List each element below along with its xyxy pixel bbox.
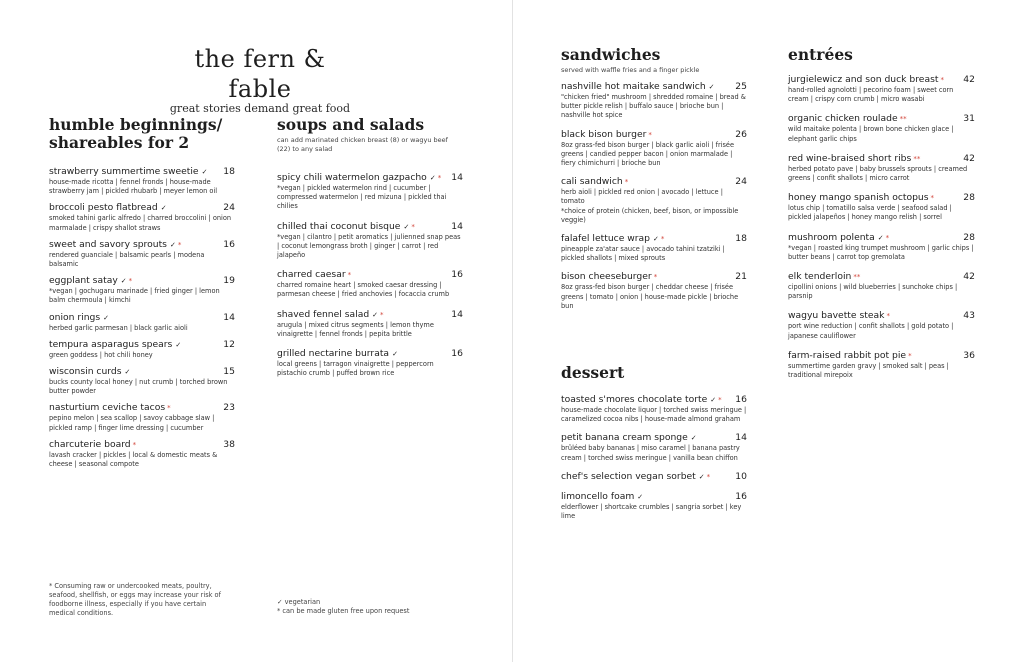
item-description: pineapple za'atar sauce | avocado tahini tzatziki | pickled shallots | mixed sprouts: [561, 245, 725, 263]
item-price: 16: [735, 490, 747, 502]
menu-item: [49, 166, 235, 196]
item-name: [277, 309, 384, 321]
menu-item: [561, 271, 747, 311]
item-price: 14: [451, 220, 463, 232]
vegetarian-icon: ✓: [169, 240, 176, 249]
item-head: [49, 339, 235, 351]
item-name-text: charcuterie board: [49, 438, 131, 450]
item-list: [788, 74, 975, 380]
vegetarian-icon: ✓: [429, 174, 436, 182]
menu-item: [788, 350, 975, 380]
gluten-free-icon: **: [853, 273, 861, 282]
item-name-text: shaved fennel salad: [277, 308, 370, 320]
item-head: [49, 166, 235, 178]
menu-item: [277, 269, 463, 299]
menu-item: [561, 491, 747, 521]
item-name: [561, 491, 643, 503]
gluten-free-icon: *: [380, 310, 384, 319]
item-head: [49, 312, 235, 324]
item-head: [788, 153, 975, 165]
item-name: [788, 113, 907, 125]
section-title: sandwiches: [561, 45, 661, 64]
menu-item: [49, 275, 235, 305]
menu-item: [277, 348, 463, 378]
item-price: 16: [451, 269, 463, 281]
gluten-free-icon: **: [899, 115, 907, 124]
item-head: [49, 439, 235, 451]
item-head: [788, 350, 975, 362]
item-name-text: elk tenderloin: [788, 271, 852, 283]
item-price: 36: [963, 349, 975, 361]
menu-item: [49, 312, 235, 333]
item-description: wild maitake polenta | brown bone chicken glace | elephant garlic chips: [788, 125, 954, 143]
vegetarian-icon: ✓: [877, 233, 884, 242]
item-description: *vegan | roasted king trumpet mushroom | garlic chips | butter beans | carrot top gremolata: [788, 243, 974, 261]
item-name-text: petit banana cream sponge: [561, 432, 688, 444]
item-head: [277, 348, 463, 360]
item-price: 24: [223, 202, 235, 214]
menu-item: [561, 129, 747, 169]
item-price: 38: [223, 438, 235, 450]
item-name: [49, 439, 136, 451]
item-name-text: eggplant satay: [49, 275, 118, 287]
menu-item: [788, 74, 975, 104]
item-price: 18: [223, 166, 235, 177]
item-list: [277, 172, 463, 378]
item-list: [561, 394, 747, 521]
item-description: 8oz grass-fed bison burger | cheddar cheese | frisée greens | tomato | onion | house-made pickle | brioche bun: [561, 283, 739, 310]
section-title: dessert: [561, 363, 625, 382]
item-name-text: wisconsin curds: [49, 366, 122, 378]
item-name-text: black bison burger: [561, 128, 647, 140]
restaurant-tagline: great stories demand great food: [169, 102, 351, 115]
raw-food-warning: * Consuming raw or undercooked meats, poultry, seafood, shellfish, or eggs may increase your risk of foodborne illness, especially if you have certain medical conditions.: [49, 582, 221, 617]
item-price: 42: [963, 152, 975, 164]
gluten-free-icon: *: [437, 174, 442, 182]
item-name: [277, 172, 441, 184]
gluten-free-icon: *: [177, 240, 182, 249]
item-price: 28: [963, 231, 975, 243]
item-head: [561, 176, 747, 188]
item-price: 19: [223, 275, 235, 287]
item-name-text: grilled nectarine burrata: [277, 348, 390, 360]
item-description: smoked tahini garlic alfredo | charred broccolini | onion marmalade | crispy shallot straws: [49, 214, 232, 232]
item-head: [49, 275, 235, 287]
item-description: charred romaine heart | smoked caesar dressing | parmesan cheese | fried anchovies | focaccia crumb: [277, 281, 450, 299]
menu-item: [788, 192, 975, 222]
item-name-text: nashville hot maitake sandwich: [561, 81, 706, 92]
item-price: 14: [223, 311, 235, 323]
item-name: [49, 275, 132, 287]
menu-item: [788, 113, 975, 143]
item-description: rendered guanciale | balsamic pearls | modena balsamic: [49, 250, 205, 269]
item-name-text: farm-raised rabbit pot pie: [788, 349, 907, 361]
item-name-text: spicy chili watermelon gazpacho: [277, 172, 427, 183]
item-price: 21: [735, 271, 747, 283]
section-title: humble beginnings/ shareables for 2: [49, 115, 223, 152]
item-description: "chicken fried" mushroom | shredded romaine | bread & butter pickle relish | buffalo sauce | brioche bun | nashville hot spice: [561, 93, 746, 120]
item-price: 25: [735, 81, 747, 92]
item-description: *vegan | pickled watermelon rind | cucumber | compressed watermelon | red mizuna | pickled thai chilies: [277, 184, 447, 211]
item-description: house-made ricotta | fennel fronds | house-made strawberry jam | pickled rhubarb | meyer lemon oil: [49, 178, 218, 196]
item-name: [561, 432, 697, 444]
page-divider: [512, 0, 513, 662]
item-description: port wine reduction | confit shallots | gold potato | japanese cauliflower: [788, 322, 954, 340]
item-head: [788, 192, 975, 204]
item-name: [561, 271, 657, 283]
gluten-free-icon: *: [706, 472, 711, 481]
item-name: [49, 366, 130, 378]
section-sandwiches: [561, 46, 747, 319]
item-name-text: falafel lettuce wrap: [561, 233, 651, 245]
item-head: [561, 394, 747, 406]
item-description: local greens | tarragon vinaigrette | peppercorn pistachio crumb | puffed brown rice: [277, 360, 434, 378]
legend-gluten-free: * can be made gluten free upon request: [277, 607, 410, 615]
item-description: herbed potato pave | baby brussels sprouts | creamed greens | confit shallots | micro carrot: [788, 164, 968, 183]
item-name: [788, 74, 944, 86]
vegetarian-icon: ✓: [120, 277, 127, 286]
item-name-text: nasturtium ceviche tacos: [49, 402, 166, 414]
vegetarian-icon: ✓: [392, 350, 398, 359]
item-name: [49, 339, 181, 351]
item-name-text: wagyu bavette steak: [788, 310, 885, 322]
restaurant-name: the fern & fable: [194, 45, 326, 103]
item-description: herb aioli | pickled red onion | avocado | lettuce | tomato: [561, 188, 723, 206]
item-description-extra: *choice of protein (chicken, beef, bison, or impossible veggie): [561, 206, 739, 224]
item-head: [561, 471, 747, 483]
menu-item: [561, 471, 747, 483]
item-name-text: honey mango spanish octopus: [788, 192, 929, 204]
item-head: [561, 233, 747, 245]
vegetarian-icon: ✓: [708, 83, 715, 91]
item-price: 42: [963, 74, 975, 85]
item-price: 15: [223, 366, 235, 378]
item-head: [49, 239, 235, 251]
item-description: herbed garlic parmesan | black garlic aioli: [49, 323, 188, 332]
item-head: [561, 81, 747, 93]
gluten-free-icon: *: [624, 178, 629, 187]
item-head: [49, 202, 235, 214]
item-head: [49, 402, 235, 414]
menu-item: [788, 232, 975, 262]
item-description: arugula | mixed citrus segments | lemon thyme vinaigrette | fennel fronds | pepita brittle: [277, 320, 434, 338]
item-head: [49, 366, 235, 378]
section-humble: [49, 116, 235, 475]
item-name: [788, 192, 934, 204]
item-name: [561, 176, 628, 188]
gluten-free-icon: *: [886, 312, 890, 321]
gluten-free-icon: *: [660, 235, 665, 244]
item-name: [788, 153, 920, 165]
item-name: [561, 394, 722, 406]
item-name-text: organic chicken roulade: [788, 113, 898, 125]
item-description: summertime garden gravy | smoked salt | peas | traditional mirepoix: [788, 361, 949, 380]
item-name-text: cali sandwich: [561, 176, 623, 188]
item-name-text: jurgielewicz and son duck breast: [788, 74, 939, 85]
item-name-text: bison cheeseburger: [561, 271, 652, 283]
legend: [277, 598, 467, 616]
section-title: soups and salads: [277, 115, 425, 134]
item-head: [277, 269, 463, 281]
vegetarian-icon: ✓: [160, 204, 167, 213]
item-price: 43: [963, 310, 975, 322]
gluten-free-icon: *: [128, 277, 133, 286]
item-price: 14: [451, 172, 463, 183]
vegetarian-icon: ✓: [201, 168, 208, 176]
item-head: [561, 432, 747, 444]
gluten-free-icon: *: [940, 76, 944, 84]
item-price: 26: [735, 128, 747, 140]
item-price: 18: [735, 233, 747, 245]
item-head: [561, 491, 747, 503]
item-name: [49, 166, 207, 178]
item-name-text: chef's selection vegan sorbet: [561, 470, 696, 482]
vegetarian-icon: ✓: [403, 222, 410, 231]
item-description: *vegan | gochugaru marinade | fried ginger | lemon balm chermoula | kimchi: [49, 287, 220, 305]
vegetarian-icon: ✓: [690, 434, 697, 443]
item-description: house-made chocolate liquor | torched swiss meringue | caramelized cocoa nibs | house-made almond graham: [561, 406, 747, 424]
menu-item: [49, 366, 235, 396]
item-name-text: mushroom polenta: [788, 231, 875, 243]
section-entrees: [788, 46, 975, 389]
vegetarian-icon: ✓: [710, 396, 717, 404]
item-name: [49, 312, 109, 324]
vegetarian-icon: ✓: [698, 472, 705, 481]
item-description: hand-rolled agnolotti | pecorino foam | sweet corn cream | crispy corn crumb | micro wasabi: [788, 86, 954, 104]
gluten-free-icon: *: [167, 404, 171, 413]
item-name: [561, 471, 710, 483]
vegetarian-icon: ✓: [175, 340, 182, 349]
section-title: entrées: [788, 45, 853, 64]
item-name: [277, 269, 351, 281]
item-head: [277, 172, 463, 184]
item-description: brûléed baby bananas | miso caramel | banana pastry cream | torched swiss meringue | vanilla bean chiffon: [561, 444, 740, 462]
gluten-free-icon: *: [132, 440, 137, 449]
gluten-free-icon: *: [718, 396, 722, 404]
item-price: 12: [223, 338, 235, 350]
menu-item: [49, 202, 235, 232]
item-name: [277, 221, 415, 233]
item-name-text: tempura asparagus spears: [49, 338, 173, 350]
item-price: 31: [963, 113, 975, 125]
section-note: served with waffle fries and a finger pickle: [561, 66, 700, 74]
item-name-text: broccoli pesto flatbread: [49, 202, 158, 214]
gluten-free-icon: *: [653, 273, 658, 282]
item-name-text: red wine-braised short ribs: [788, 152, 912, 164]
menu-item: [49, 339, 235, 360]
menu-item: [49, 439, 235, 469]
item-price: 23: [223, 402, 235, 414]
item-description: bucks county local honey | nut crumb | torched brown butter powder: [49, 378, 228, 396]
item-name: [561, 81, 715, 93]
menu-item: [788, 271, 975, 301]
item-head: [561, 129, 747, 141]
item-name: [49, 402, 171, 414]
item-price: 42: [963, 271, 975, 283]
menu-item: [561, 81, 747, 121]
item-description: pepino melon | sea scallop | savoy cabbage slaw | pickled ramp | finger lime dressing | cucumber: [49, 414, 215, 432]
menu-item: [788, 153, 975, 183]
item-name: [49, 202, 167, 214]
item-price: 16: [451, 348, 463, 360]
vegetarian-icon: ✓: [653, 235, 659, 244]
item-description: elderflower | shortcake crumbles | sangria sorbet | key lime: [561, 502, 742, 521]
item-head: [788, 74, 975, 86]
menu-item: [277, 172, 463, 212]
menu-item: [561, 432, 747, 462]
item-name-text: strawberry summertime sweetie: [49, 166, 199, 177]
gluten-free-icon: **: [913, 154, 921, 163]
gluten-free-icon: *: [411, 222, 415, 231]
item-head: [788, 232, 975, 244]
legend-vegetarian: ✓ vegetarian: [277, 598, 321, 606]
vegetarian-icon: ✓: [637, 492, 644, 501]
section-dessert: [561, 364, 747, 529]
item-description: lotus chip | tomatillo salsa verde | seafood salad | pickled jalapeños | honey mango relish | sorrel: [788, 204, 952, 222]
item-price: 14: [451, 308, 463, 320]
item-description: 8oz grass-fed bison burger | black garlic aioli | frisée greens | candied pepper bacon | onion marmalade | fiery chimichurri | brioche bun: [561, 140, 735, 168]
item-name: [788, 310, 890, 322]
gluten-free-icon: *: [347, 271, 352, 280]
item-description: cipollini onions | wild blueberries | sunchoke chips | parsnip: [788, 283, 958, 301]
menu-item: [49, 402, 235, 432]
item-description: *vegan | cilantro | petit aromatics | julienned snap peas | coconut lemongrass broth | ginger | carrot | red jalapeño: [277, 232, 461, 260]
item-name-text: charred caesar: [277, 269, 346, 281]
menu-item: [49, 239, 235, 269]
item-price: 28: [963, 192, 975, 204]
item-head: [788, 271, 975, 283]
item-name: [788, 232, 889, 244]
item-name: [49, 239, 181, 251]
menu-item: [561, 394, 747, 424]
item-price: 16: [735, 394, 747, 405]
item-name-text: sweet and savory sprouts: [49, 238, 167, 250]
item-head: [277, 309, 463, 321]
vegetarian-icon: ✓: [124, 368, 131, 377]
item-price: 10: [735, 470, 747, 482]
item-head: [561, 271, 747, 283]
section-soups: [277, 116, 463, 387]
item-name: [561, 233, 664, 245]
item-list: [561, 81, 747, 311]
menu-item: [277, 309, 463, 339]
menu-item: [788, 310, 975, 340]
item-name: [788, 271, 860, 283]
section-note: can add marinated chicken breast (8) or wagyu beef (22) to any salad: [277, 136, 448, 153]
item-name: [561, 129, 652, 141]
vegetarian-icon: ✓: [372, 310, 379, 319]
gluten-free-icon: *: [908, 351, 912, 360]
item-name: [277, 348, 398, 360]
item-head: [788, 310, 975, 322]
vegetarian-icon: ✓: [103, 313, 110, 322]
gluten-free-icon: *: [885, 233, 890, 242]
item-name-text: limoncello foam: [561, 490, 635, 502]
item-description: green goddess | hot chili honey: [49, 350, 153, 359]
brand-header: [160, 44, 360, 115]
item-head: [788, 113, 975, 125]
item-list: [49, 166, 235, 469]
item-description: lavash cracker | pickles | local & domestic meats & cheese | seasonal compote: [49, 450, 218, 469]
menu-item: [561, 233, 747, 263]
item-name-text: onion rings: [49, 311, 101, 323]
item-name-text: chilled thai coconut bisque: [277, 220, 401, 232]
item-price: 24: [735, 176, 747, 188]
menu-item: [277, 221, 463, 261]
item-head: [277, 221, 463, 233]
item-name-text: toasted s'mores chocolate torte: [561, 394, 708, 405]
gluten-free-icon: *: [648, 130, 652, 139]
menu-item: [561, 176, 747, 225]
item-name: [788, 350, 912, 362]
gluten-free-icon: *: [930, 194, 935, 203]
item-price: 14: [735, 432, 747, 444]
item-price: 16: [223, 238, 235, 250]
